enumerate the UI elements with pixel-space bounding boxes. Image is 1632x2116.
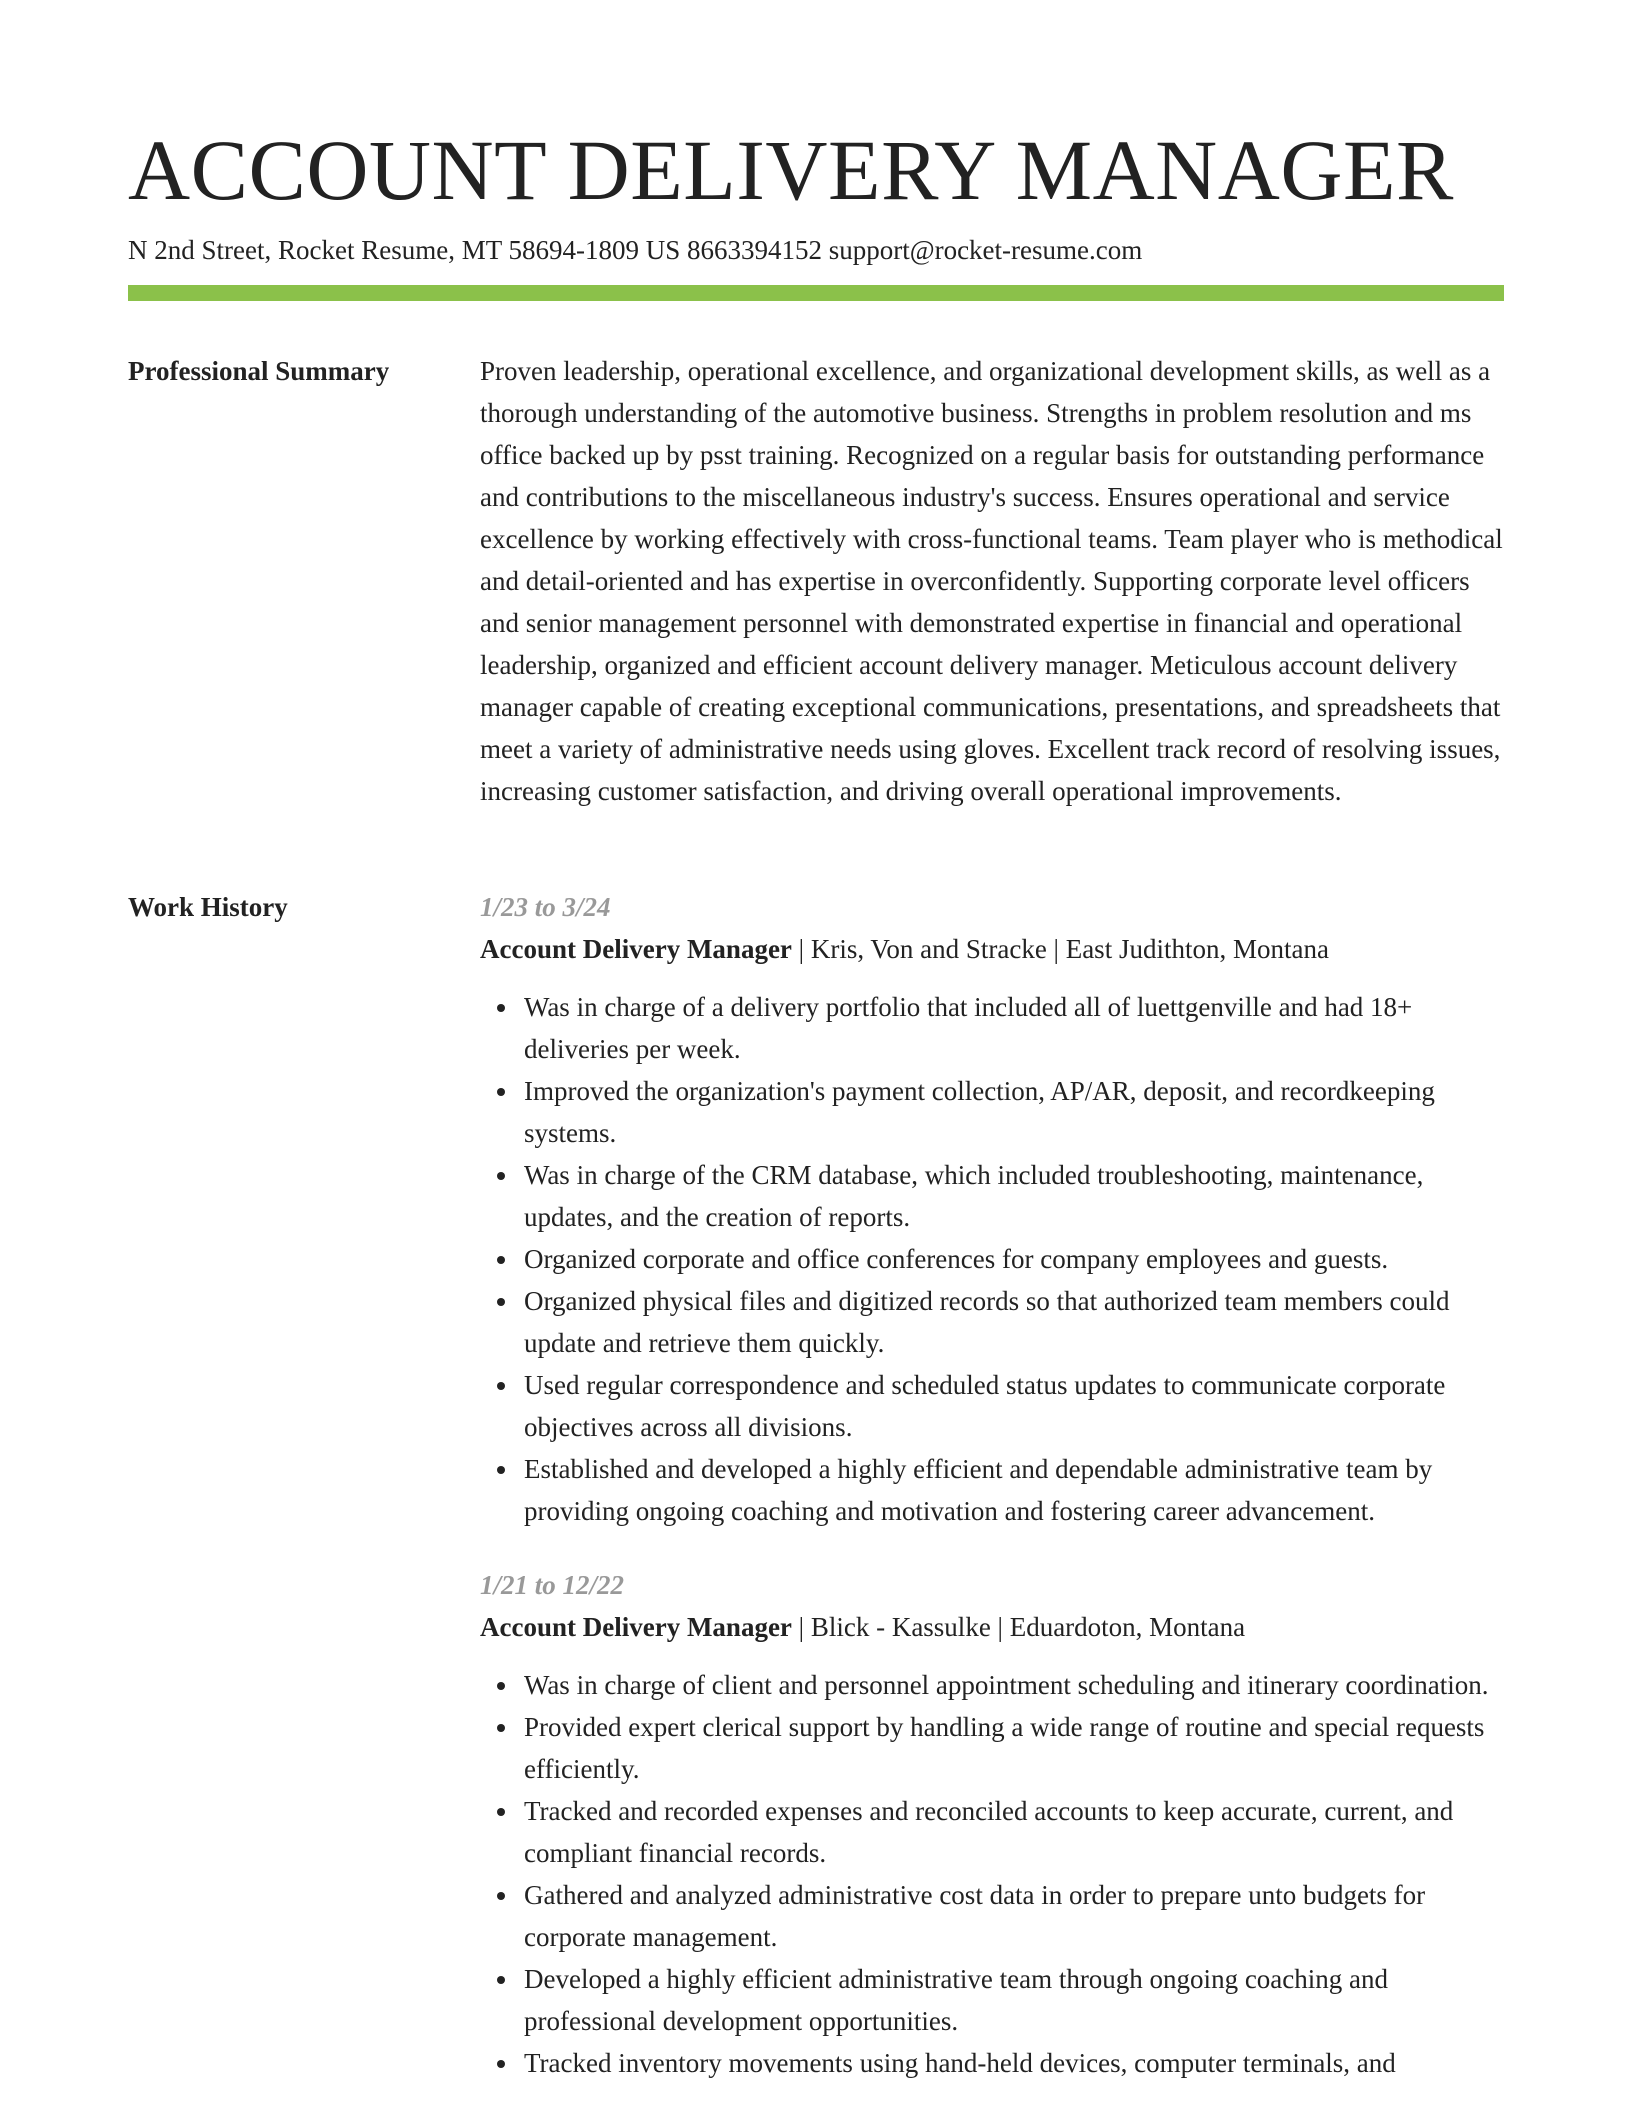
job-company-location: | Blick - Kassulke | Eduardoton, Montana	[791, 1612, 1246, 1642]
job-title: Account Delivery Manager	[480, 1612, 792, 1642]
section-heading-work-history: Work History	[128, 892, 288, 922]
list-item: Used regular correspondence and scheduled status updates to communicate corporate objectives across all divisions.	[524, 1364, 1504, 1448]
job-header-line	[480, 928, 1504, 970]
list-item: Gathered and analyzed administrative cost data in order to prepare unto budgets for corporate management.	[524, 1874, 1504, 1958]
list-item: Developed a highly efficient administrative team through ongoing coaching and professional development opportunities.	[524, 1958, 1504, 2042]
job-dates: 1/23 to 3/24	[480, 892, 611, 922]
list-item: Was in charge of the CRM database, which included troubleshooting, maintenance, updates, and the creation of reports.	[524, 1154, 1504, 1238]
list-item: Tracked and recorded expenses and reconciled accounts to keep accurate, current, and compliant financial records.	[524, 1790, 1504, 1874]
section-heading-professional-summary: Professional Summary	[128, 356, 390, 386]
list-item: Was in charge of a delivery portfolio that included all of luettgenville and had 18+ deliveries per week.	[524, 986, 1504, 1070]
list-item: Organized physical files and digitized records so that authorized team members could update and retrieve them quickly.	[524, 1280, 1504, 1364]
job-company-location: | Kris, Von and Stracke | East Judithton, Montana	[791, 934, 1329, 964]
job-bullet-list	[480, 986, 1504, 1532]
work-history-body	[480, 886, 1504, 2116]
list-item: Provided expert clerical support by handling a wide range of routine and special requests efficiently.	[524, 1706, 1504, 1790]
resume-title: ACCOUNT DELIVERY MANAGER	[128, 122, 1454, 218]
list-item: Established and developed a highly efficient and dependable administrative team by providing ongoing coaching and motivation and fostering career advancement.	[524, 1448, 1504, 1532]
accent-divider	[128, 285, 1504, 301]
job-entry	[480, 1564, 1504, 2084]
list-item: Was in charge of client and personnel appointment scheduling and itinerary coordination.	[524, 1664, 1504, 1706]
summary-text: Proven leadership, operational excellence, and organizational development skills, as well as a thorough understanding of the automotive business. Strengths in problem resolution and ms office backed up by psst training. Recognized on a regular basis for outstanding performance and contributions to the miscellaneous industry's success. Ensures operational and service excellence by working effectively with cross-functional teams. Team player who is methodical and detail-oriented and has expertise in overconfidently. Supporting corporate level officers and senior management personnel with demonstrated expertise in financial and operational leadership, organized and efficient account delivery manager. Meticulous account delivery manager capable of creating exceptional communications, presentations, and spreadsheets that meet a variety of administrative needs using gloves. Excellent track record of resolving issues, increasing customer satisfaction, and driving overall operational improvements.	[480, 356, 1503, 806]
list-item: Improved the organization's payment collection, AP/AR, deposit, and recordkeeping systems.	[524, 1070, 1504, 1154]
list-item: Organized corporate and office conferences for company employees and guests.	[524, 1238, 1504, 1280]
summary-body	[480, 350, 1504, 812]
contact-line: N 2nd Street, Rocket Resume, MT 58694-1809 US 8663394152 support@rocket-resume.com	[128, 235, 1143, 265]
list-item: Tracked inventory movements using hand-held devices, computer terminals, and	[524, 2042, 1504, 2084]
job-bullet-list	[480, 1664, 1504, 2084]
job-dates: 1/21 to 12/22	[480, 1570, 625, 1600]
job-title: Account Delivery Manager	[480, 934, 792, 964]
job-header-line	[480, 1606, 1504, 1648]
job-entry	[480, 886, 1504, 1532]
